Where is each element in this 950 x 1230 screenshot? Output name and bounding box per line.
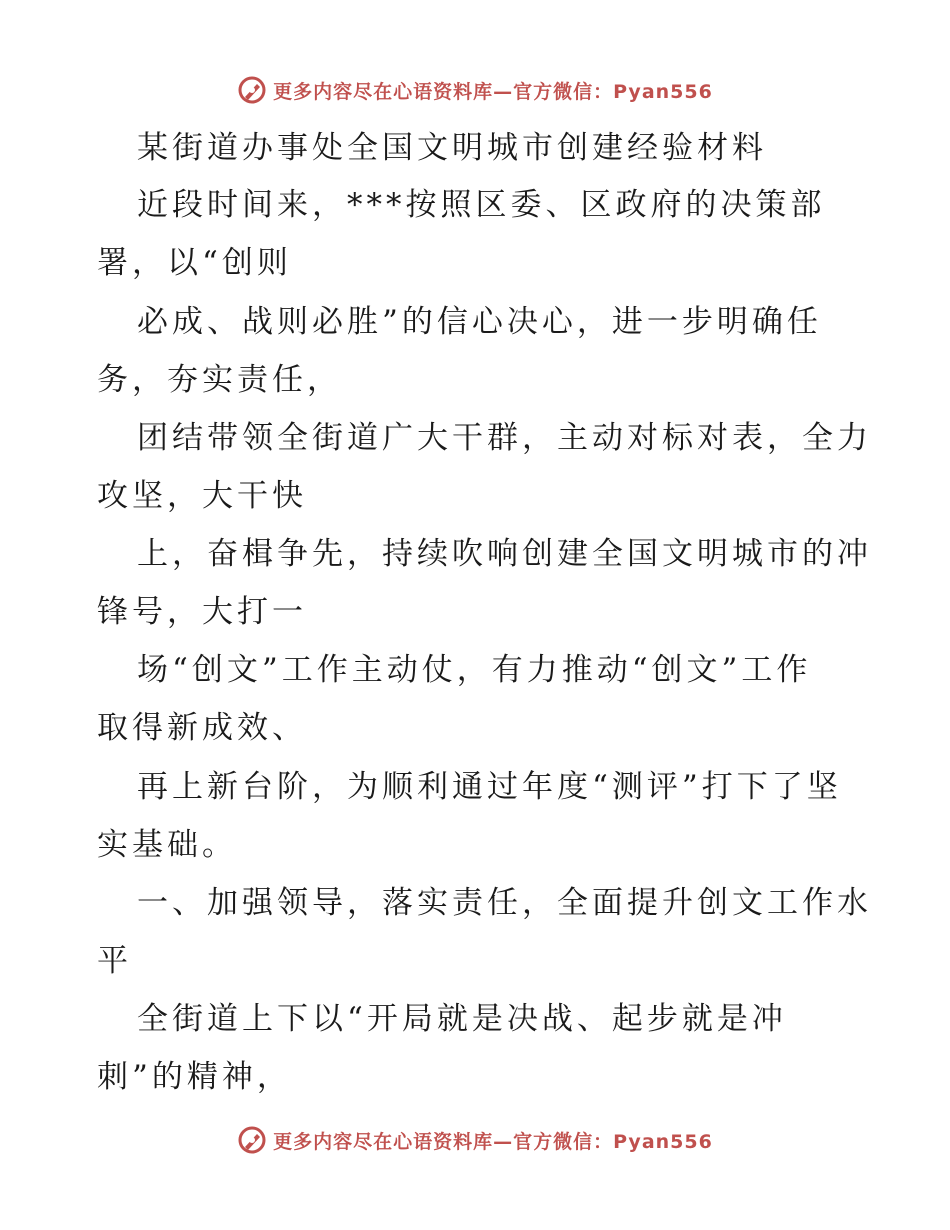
paragraph-line: 务，夯实责任，: [97, 362, 342, 398]
paragraph-line: 再上新台阶，为顺利通过年度“测评”打下了坚: [137, 769, 842, 805]
paragraph-line: 必成、战则必胜”的信心决心，进一步明确任: [137, 304, 822, 340]
pen-seal-logo-icon: [237, 1125, 267, 1155]
paragraph-line: 团结带领全街道广大干群，主动对标对表，全力: [137, 420, 872, 456]
paragraph-line: 署，以“创则: [97, 245, 292, 281]
document-title: 某街道办事处全国文明城市创建经验材料: [137, 130, 767, 166]
section-heading: 一、加强领导，落实责任，全面提升创文工作水: [137, 885, 872, 921]
footer-banner: [0, 1120, 950, 1160]
paragraph-line: 锋号，大打一: [97, 594, 307, 630]
header-banner-text: 更多内容尽在心语资料库—官方微信：Pyan556: [273, 80, 713, 103]
paragraph-line: 刺”的精神，: [97, 1059, 292, 1095]
section-heading: 平: [97, 943, 132, 979]
paragraph-line: 全街道上下以“开局就是决战、起步就是冲: [137, 1001, 787, 1037]
paragraph-line: 取得新成效、: [97, 710, 307, 746]
footer-banner-text: 更多内容尽在心语资料库—官方微信：Pyan556: [273, 1130, 713, 1153]
paragraph-line: 攻坚，大干快: [97, 478, 307, 514]
paragraph-line: 近段时间来，***按照区委、区政府的决策部: [137, 187, 826, 223]
paragraph-line: 场“创文”工作主动仗，有力推动“创文”工作: [137, 652, 812, 688]
paragraph-line: 实基础。: [97, 827, 237, 863]
paragraph-line: 上，奋楫争先，持续吹响创建全国文明城市的冲: [137, 536, 872, 572]
